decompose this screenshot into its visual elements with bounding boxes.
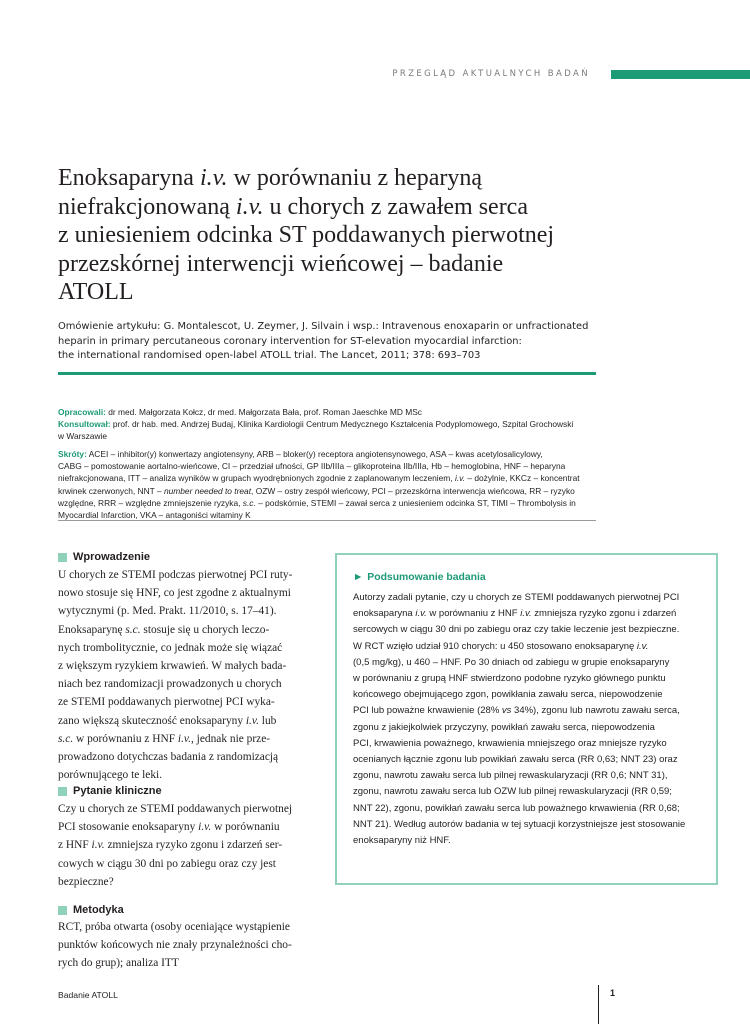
footer-running-title: Badanie ATOLL bbox=[58, 990, 118, 1000]
square-bullet-icon bbox=[58, 553, 67, 562]
source-citation: Omówienie artykułu: G. Montalescot, U. Zeymer, J. Silvain i wsp.: Intravenous enoxaparin or unfractionated heparin in primary percutaneous coronary intervention for ST-elevation myocardial infarction: the international randomised open-label ATOLL trial. The Lancet, 2011; 378: 693–703 bbox=[58, 321, 589, 362]
intro-heading: Wprowadzenie bbox=[58, 551, 320, 563]
section-label: PRZEGLĄD AKTUALNYCH BADAŃ bbox=[392, 69, 590, 79]
methods-text: RCT, próba otwarta (osoby oceniające wystąpienie punktów końcowych nie znały przynależności cho- rych do grup); analiza ITT bbox=[58, 921, 292, 970]
question-heading: Pytanie kliniczne bbox=[58, 785, 320, 797]
header-accent-bar bbox=[611, 70, 750, 79]
title-divider bbox=[58, 372, 596, 375]
footer-divider bbox=[598, 985, 599, 1024]
credits: Opracowali: dr med. Małgorzata Kołcz, dr med. Małgorzata Bała, prof. Roman Jaeschke MD MSc Konsultował: prof. dr hab. med. Andrzej Budaj, Klinika Kardiologii Centrum Medycznego Kształcenia Podyplomowego, Szpital Grochowski w Warszawie bbox=[58, 407, 574, 442]
page-number: 1 bbox=[610, 988, 616, 998]
abbreviations-divider bbox=[58, 520, 596, 521]
square-bullet-icon bbox=[58, 906, 67, 915]
abbreviations: Skróty: ACEI – inhibitor(y) konwertazy angiotensyny, ARB – bloker(y) receptora angiotensynowego, ASA – kwas acetylosalicylowy, CABG – pomostowanie aortalno-wieńcowe, CI – przedział ufności, GP IIb/IIIa – glikoproteina IIb/IIIa, Hb – hemoglobina, HNF – heparyna niefrakcjonowana, ITT – analiza wyników w grupach wyodrębnionych zgodnie z zaplanowanym leczeniem, i.v. – dożylnie, KKCz – koncentrat krwinek czerwonych, NNT – number needed to treat, OZW – ostry zespół wieńcowy, PCI – przezskórna interwencja wieńcowa, RR – ryzyko względne, RRR – względne zmniejszenie ryzyka, s.c. – podskórnie, STEMI – zawał serca z uniesieniem odcinka ST, TIMI – Thrombolysis in Myocardial Infarction, VKA – antagoniści witaminy K bbox=[58, 449, 580, 521]
summary-heading: ► Podsumowanie badania bbox=[353, 572, 486, 583]
article-title: Enoksaparyna i.v. w porównaniu z heparyną niefrakcjonowaną i.v. u chorych z zawałem serca z uniesieniem odcinka ST poddawanych pierwotnej przezskórnej interwencji wieńcowej – badanie ATOLL bbox=[58, 165, 555, 305]
triangle-arrow-icon: ► bbox=[353, 572, 364, 583]
intro-text: U chorych ze STEMI podczas pierwotnej PCI ruty- nowo stosuje się HNF, co jest zgodne z aktualnymi wytycznymi (p. Med. Prakt. 11/2010, s. 17–41). Enoksaparynę s.c. stosuje się u chorych leczo- nych trombolitycznie, co jednak może się wiązać z większym ryzykiem krwawień. W małych bada- niach bez randomizacji prowadzonych u chorych ze STEMI poddawanych pierwotnej PCI wyka- zano większą skuteczność enoksaparyny i.v. lub s.c. w porównaniu z HNF i.v., jednak nie prze- prowadzono dotychczas badania z randomizacją porównującego te leki. bbox=[58, 569, 293, 782]
square-bullet-icon bbox=[58, 787, 67, 796]
methods-heading: Metodyka bbox=[58, 904, 320, 916]
summary-box bbox=[335, 553, 718, 885]
summary-text: Autorzy zadali pytanie, czy u chorych ze STEMI poddawanych pierwotnej PCI enoksaparyna i.v. w porównaniu z HNF i.v. zmniejsza ryzyko zgonu i zdarzeń sercowych w ciągu 30 dni po zabiegu oraz czy takie leczenie jest bezpieczne. W RCT wzięło udział 910 chorych: u 450 stosowano enoksaparynę i.v. (0,5 mg/kg), u 460 – HNF. Po 30 dniach od zabiegu w grupie enoksaparyny w porównaniu z grupą HNF stwierdzono podobne ryzyko głównego punktu końcowego obejmującego zgon, powikłania zawału serca, niepowodzenie PCI lub poważne krwawienie (28% vs 34%), zgonu lub nawrotu zawału serca, zgonu z jakiejkolwiek przyczyny, powikłań zawału serca, niepowodzenia PCI, krwawienia poważnego, krwawienia mniejszego oraz mniejsze ryzyko ocenianych łącznie zgonu lub powikłań zawału serca (RR 0,63; NNT 23) oraz zgonu, nawrotu zawału serca lub pilnej rewaskularyzacji (RR 0,6; NNT 31), zgonu, nawrotu zawału serca lub OZW lub pilnej rewaskularyzacji (RR 0,59; NNT 22), zgonu, powikłań zawału serca lub poważnego krwawienia (RR 0,68; NNT 21). Według autorów badania w tej sytuacji korzystniejsze jest stosowanie enoksaparyny niż HNF. bbox=[353, 592, 686, 847]
question-text: Czy u chorych ze STEMI poddawanych pierwotnej PCI stosowanie enoksaparyny i.v. w porównaniu z HNF i.v. zmniejsza ryzyko zgonu i zdarzeń ser- cowych w ciągu 30 dni po zabiegu oraz czy jest bezpieczne? bbox=[58, 803, 293, 888]
